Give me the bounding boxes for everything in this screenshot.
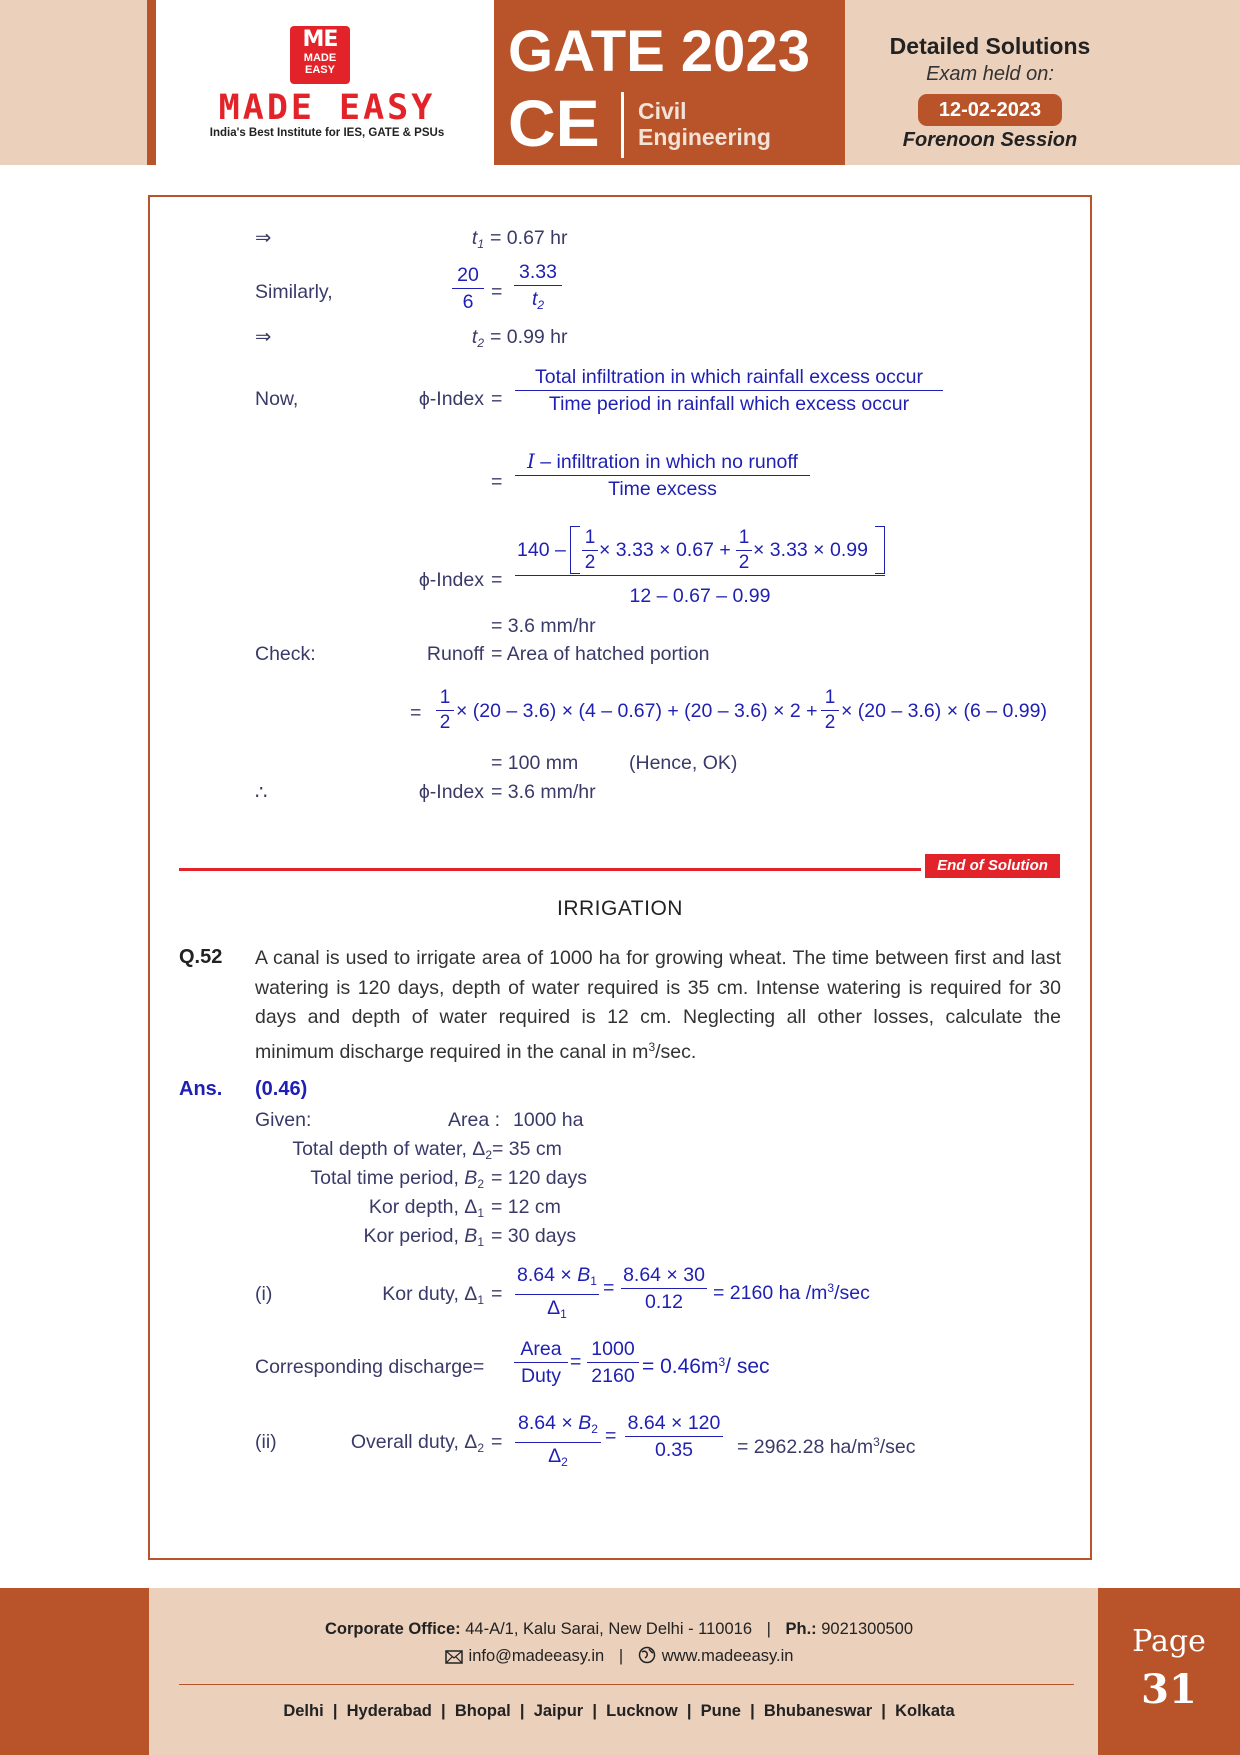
kor-duty-result: = 2160 ha $/m^3/\sec$	[713, 1281, 870, 1304]
branch-divider	[621, 92, 624, 158]
t2-lhs: $t_2$	[471, 326, 484, 350]
equals-sign: =	[491, 388, 503, 410]
exam-held-label: Exam held on:	[926, 63, 1054, 85]
phi-index-label: ϕ-Index	[418, 781, 484, 803]
runoff-calc-part-b: × (20 – 3.6) × (6 – 0.99)	[841, 700, 1047, 722]
equals-sign: =	[570, 1351, 582, 1373]
branch-code: CE	[508, 86, 600, 160]
t1-value: = 0.67 hr	[490, 227, 568, 249]
email-icon	[445, 1650, 463, 1669]
step-ii-label: (ii)	[255, 1431, 277, 1453]
kor-depth-value: = 12 cm	[491, 1196, 561, 1218]
phi-index-label: ϕ-Index	[418, 388, 484, 410]
kor-duty-formula: $\frac{8.64 \times B_1}{\Delta_1}$	[515, 1262, 599, 1327]
end-of-solution-tag: End of Solution	[925, 854, 1060, 878]
discharge-formula: Area Duty	[514, 1336, 568, 1389]
t1-lhs: $t_1$	[471, 227, 484, 251]
contact-line: info@madeeasy.in | www.madeeasy.in	[179, 1646, 1059, 1669]
half-fraction: $\frac{1}{2}$	[821, 686, 839, 735]
half-fraction: $\frac{1}{2}$	[436, 686, 454, 735]
answer-value: (0.46)	[255, 1078, 308, 1100]
footer-rule	[179, 1684, 1074, 1685]
overall-duty-label: Overall duty, $\Delta_2$	[350, 1431, 484, 1455]
kor-duty-label: Kor duty, $\Delta_1$	[382, 1283, 484, 1307]
page-header	[0, 0, 1240, 165]
corporate-office-line: Corporate Office: 44-A/1, Kalu Sarai, New Delhi - 110016 | Ph.: 9021300500	[324, 1620, 914, 1638]
total-depth-value: = 35 cm	[492, 1138, 562, 1160]
total-period-value: = 120 days	[491, 1167, 587, 1189]
runoff-definition: = Area of hatched portion	[491, 643, 710, 665]
branch-name: Civil Engineering	[638, 98, 771, 150]
total-depth-label: Total depth of water, $\Delta_2$	[292, 1138, 492, 1162]
page-number: 31	[1141, 1666, 1197, 1713]
section-title: IRRIGATION	[557, 897, 683, 920]
kor-depth-label: Kor depth, $\Delta_1$	[368, 1196, 484, 1220]
area-label: Area :	[447, 1109, 500, 1131]
equals-sign: =	[410, 702, 422, 724]
runoff-result: = 100 mm	[491, 752, 579, 774]
implies-symbol: ⇒	[255, 326, 272, 348]
infiltration-fraction: I – infiltration in which no runoff Time excess	[515, 449, 810, 502]
question-number: Q.52	[179, 946, 223, 968]
logo-wordmark: MADE EASY	[218, 88, 436, 128]
implies-symbol: ⇒	[255, 227, 272, 249]
phi-index-definition-fraction: Total infiltration in which rainfall excess occur Time period in rainfall which excess occur	[515, 364, 943, 417]
phi-calc-numerator: 140 – $\frac{1}{2}$ × 3.33 × 0.67 + $\frac{1}{2}$ × 3.33 × 0.99	[515, 524, 885, 576]
page-indicator	[1098, 1588, 1240, 1755]
city-list: Delhi | Hyderabad | Bhopal | Jaipur | Lucknow | Pune | Bhubaneswar | Kolkata	[283, 1702, 955, 1720]
exam-session: Forenoon Session	[902, 129, 1078, 151]
discharge-label: Corresponding discharge=	[255, 1356, 485, 1378]
page-label: Page	[1132, 1624, 1206, 1659]
equals-sign: =	[491, 569, 503, 591]
logo-tagline: India's Best Institute for IES, GATE & PSUs	[209, 127, 445, 139]
fraction-3.33-over-t2: $\frac{3.33}{t_2}$	[514, 259, 562, 318]
answer-label: Ans.	[179, 1078, 223, 1100]
logo-mark-icon: ME MADE EASY	[290, 26, 350, 84]
left-bracket	[570, 526, 580, 574]
exam-banner	[494, 0, 845, 165]
phi-index-result: = 3.6 mm/hr	[491, 615, 596, 637]
equals-sign: =	[605, 1425, 617, 1447]
phi-index-label: ϕ-Index	[418, 569, 484, 591]
equals-sign: =	[491, 1283, 503, 1305]
globe-icon	[638, 1646, 656, 1669]
footer-accent-block	[0, 1588, 149, 1755]
brand-logo	[156, 0, 494, 165]
email-link[interactable]: info@madeeasy.in	[468, 1647, 605, 1665]
check-label: Check:	[255, 643, 316, 665]
fraction-20-over-6: $\frac{20}{6}$	[452, 262, 484, 315]
solutions-title: Detailed Solutions	[889, 33, 1091, 59]
t2-value: = 0.99 hr	[490, 326, 568, 348]
step-i-label: (i)	[255, 1283, 273, 1305]
right-bracket	[875, 526, 885, 574]
page-footer	[0, 1588, 1240, 1755]
now-label: Now,	[255, 388, 299, 410]
exam-date-badge: 12-02-2023	[918, 94, 1062, 126]
similarly-label: Similarly,	[255, 281, 333, 303]
equals-sign: =	[491, 471, 503, 493]
question-text: A canal is used to irrigate area of 1000 ha for growing wheat. The time between first and last watering is 120 days, depth of water required is 35 cm. Intense watering is required for 30 days and depth of water required is 12 cm. Neglecting all other losses, calculate the minimum discharge required in the canal in $m^3/\sec$.	[255, 947, 1061, 1063]
overall-duty-formula: $\frac{8.64 \times B_2}{\Delta_2}$	[515, 1410, 601, 1475]
runoff-label: Runoff	[426, 643, 484, 665]
website-link[interactable]: www.madeeasy.in	[661, 1647, 794, 1665]
exam-info	[845, 0, 1240, 165]
hence-ok-note: (Hence, OK)	[629, 752, 738, 774]
equals-sign: =	[491, 1431, 503, 1453]
overall-duty-result: = 2962.28 $ha/m^3/\sec$	[737, 1435, 916, 1458]
equals-sign: =	[603, 1277, 615, 1299]
given-label: Given:	[255, 1109, 312, 1131]
kor-period-label: Kor period, $B_1$	[363, 1225, 484, 1249]
overall-duty-substitution: $\frac{8.64 \times 120}{0.35}$	[625, 1410, 723, 1463]
discharge-result: = $0.46m^3/$ sec	[642, 1355, 770, 1378]
therefore-symbol: ∴	[255, 782, 268, 804]
kor-period-value: = 30 days	[491, 1225, 577, 1247]
phi-calc-denominator: 12 – 0.67 – 0.99	[629, 585, 771, 607]
half-fraction: $\frac{1}{2}$	[582, 526, 598, 575]
phi-index-final: = 3.6 mm/hr	[491, 781, 596, 803]
area-value: 1000 ha	[513, 1109, 584, 1131]
exam-title: GATE 2023	[508, 19, 810, 84]
discharge-substitution: $\frac{1000}{2160}$	[587, 1336, 639, 1389]
total-period-label: Total time period, $B_2$	[310, 1167, 484, 1191]
header-accent-bar	[147, 0, 156, 165]
runoff-calc-part-a: × (20 – 3.6) × (4 – 0.67) + (20 – 3.6) × 2 +	[456, 700, 818, 722]
equals-sign: =	[491, 281, 503, 303]
end-of-solution-rule	[179, 868, 921, 871]
half-fraction: $\frac{1}{2}$	[736, 526, 752, 575]
kor-duty-substitution: $\frac{8.64 \times 30}{0.12}$	[621, 1262, 707, 1315]
